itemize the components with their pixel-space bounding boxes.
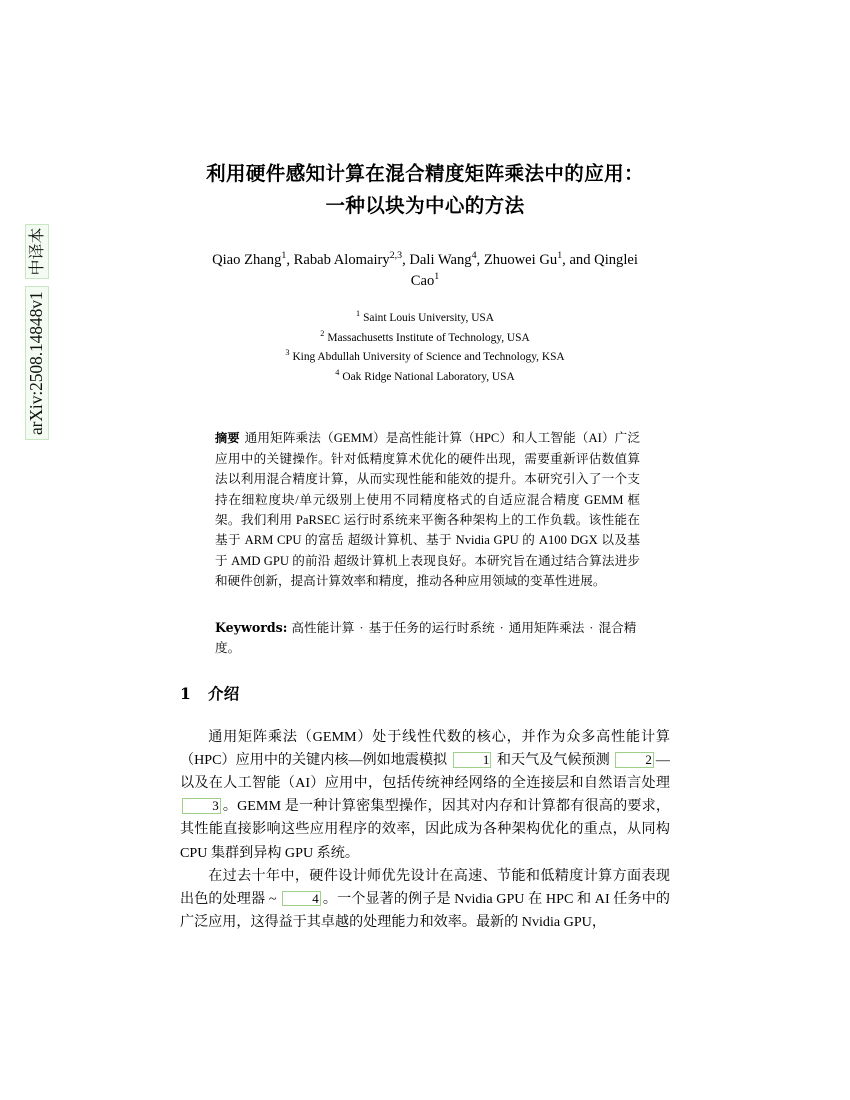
author-name: Qiao Zhang [212, 252, 282, 268]
abstract-paragraph [215, 428, 640, 592]
author-affiliation-marker: 2,3 [389, 250, 403, 262]
affiliation-item [180, 368, 670, 388]
author-affiliation-marker: 1 [434, 271, 440, 283]
title-line-2: 一种以块为中心的方法 [325, 193, 525, 217]
author-name: Cao [410, 273, 435, 290]
keyword-separator: · [359, 621, 364, 635]
keyword-item: 通用矩阵乘法 [508, 621, 585, 635]
affiliation-text: King Abdullah University of Science and Technology, KSA [292, 351, 565, 364]
citation-link-3[interactable]: 3 [182, 798, 221, 814]
title-line-1: 利用硬件感知计算在混合精度矩阵乘法中的应用： [206, 162, 644, 185]
affiliation-list [180, 309, 670, 387]
keyword-item: 混合精度。 [215, 621, 637, 656]
keyword-item: 基于任务的运行时系统 [368, 621, 495, 635]
keyword-item: 高性能计算 [291, 621, 355, 635]
abstract-label: 摘要 [215, 431, 240, 445]
author-affiliation-marker: 4 [471, 250, 477, 262]
paragraph [180, 726, 670, 865]
keyword-separator: · [499, 621, 504, 635]
section-number: 1 [180, 684, 191, 703]
affiliation-number: 3 [285, 348, 290, 358]
section-title: 介绍 [208, 685, 240, 703]
translation-label-text: 中译本 [25, 224, 49, 280]
body-text [180, 726, 670, 934]
author-name: , Rabab Alomairy [286, 252, 390, 268]
affiliation-text: Massachusetts Institute of Technology, USA [327, 331, 530, 344]
keywords-section [215, 618, 640, 659]
paragraph-text: 。一个显著的例子是 Nvidia GPU 在 HPC 和 AI 任务中的广泛应用，这得益于其卓越的处理能力和效率。最新的 Nvidia GPU， [180, 890, 671, 930]
author-name: , and Qinglei [562, 252, 638, 268]
citation-link-2[interactable]: 2 [615, 752, 654, 768]
abstract-section [215, 428, 640, 592]
affiliation-number: 1 [356, 309, 361, 319]
arxiv-id-text: arXiv:2508.14848v1 [25, 286, 50, 440]
abstract-text: 通用矩阵乘法（GEMM）是高性能计算（HPC）和人工智能（AI）广泛应用中的关键操作。针对低精度算术优化的硬件出现，需要重新评估数值算法以利用混合精度计算，从而实现性能和能效的提升。本研究引入了一个支持在细粒度块/单元级别上使用不同精度格式的自适应混合精度 GEMM 框架。我们利用 PaRSEC 运行时系统来平衡各种架构上的工作负载。该性能在基于 ARM CPU 的富岳 超级计算机、基于 Nvidia GPU 的 A100 DGX 以及基于 AMD GPU 的前沿 超级计算机上表现良好。本研究旨在通过结合算法进步和硬件创新，提高计算效率和精度，推动各种应用领域的变革性进展。 [215, 431, 640, 589]
author-name: , Dali Wang [402, 252, 472, 268]
paragraph-text: 在过去十年中，硬件设计师优先设计在高速、节能和低精度计算方面表现出色的处理器 ~ [180, 867, 670, 907]
paragraph-text: 和天气及气候预测 [493, 752, 614, 769]
citation-link-4[interactable]: 4 [282, 891, 321, 907]
author-affiliation-marker: 1 [281, 250, 287, 262]
affiliation-number: 2 [320, 328, 325, 338]
citation-link-1[interactable]: 1 [453, 752, 492, 768]
affiliation-text: Oak Ridge National Laboratory, USA [342, 370, 515, 383]
keyword-separator: · [589, 621, 594, 635]
author-affiliation-marker: 1 [557, 250, 563, 262]
paragraph-text: 。GEMM 是一种计算密集型操作，因其对内存和计算都有很高的要求，其性能直接影响这些应用程序的效率，因此成为各种架构优化的重点，从同构 CPU 集群到异构 GPU 系统。 [180, 798, 670, 861]
affiliation-item [180, 309, 670, 329]
affiliation-item [180, 348, 670, 368]
paragraph-text: 通用矩阵乘法（GEMM）处于线性代数的核心，并作为众多高性能计算（HPC）应用中的关键内核—例如地震模拟 [180, 729, 670, 769]
author-name: , Zhuowei Gu [476, 252, 558, 268]
affiliation-text: Saint Louis University, USA [363, 312, 494, 324]
keywords-label: Keywords: [215, 620, 288, 635]
author-list [180, 250, 670, 292]
paragraph-text: —以及在人工智能（AI）应用中，包括传统神经网络的全连接层和自然语言处理 [180, 752, 670, 792]
affiliation-item [180, 329, 670, 349]
paragraph [180, 865, 670, 934]
affiliation-number: 4 [335, 368, 340, 378]
section-heading [180, 682, 670, 704]
page-title [180, 158, 670, 221]
